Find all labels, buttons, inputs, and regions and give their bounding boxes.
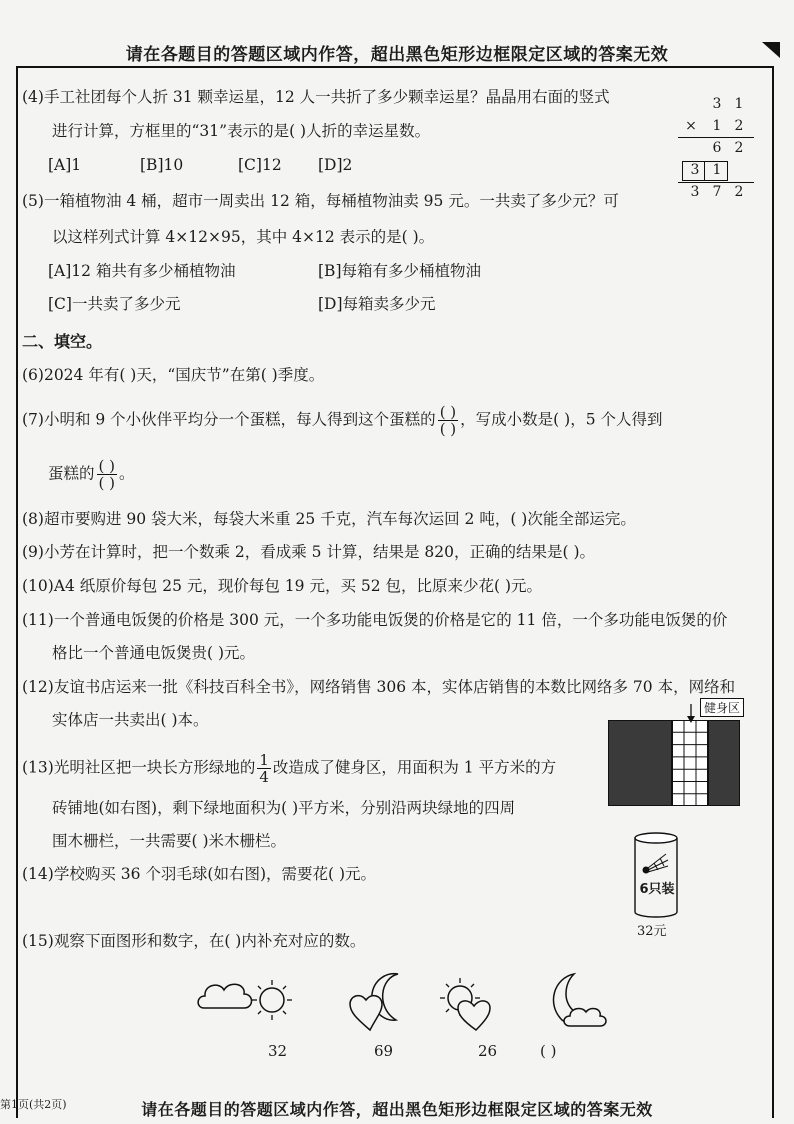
q7-text: (7)小明和 9 个小伙伴平均分一个蛋糕，每人得到这个蛋糕的 xyxy=(22,410,436,429)
fraction-denominator-blank: ( ) xyxy=(98,474,115,492)
fitness-zone-grid xyxy=(672,720,708,806)
calc-digit: 3 xyxy=(690,162,700,178)
corner-marker-icon xyxy=(760,40,782,60)
heart-moon-icon xyxy=(346,968,420,1034)
q5-option-c: [C]一共卖了多少元 xyxy=(48,295,181,313)
q4-line2: 进行计算，方框里的“31”表示的是( )人折的幸运星数。 xyxy=(52,122,431,140)
tube-price: 32元 xyxy=(637,924,667,939)
q14: (14)学校购买 36 个羽毛球(如右图)，需要花( )元。 xyxy=(22,865,377,883)
q7-line2 xyxy=(48,458,135,491)
calc-rule xyxy=(678,137,754,138)
calc-digit: 3 xyxy=(712,96,722,112)
calc-digit: 2 xyxy=(734,118,744,134)
q5-option-a: [A]12 箱共有多少桶植物油 xyxy=(48,262,236,280)
q7-fraction-blank xyxy=(438,404,458,437)
calc-rule xyxy=(678,182,754,183)
fitness-zone-label: 健身区 xyxy=(700,698,744,717)
green-area-right xyxy=(708,720,740,806)
fitness-zone-figure xyxy=(608,720,740,806)
q7-text: 蛋糕的 xyxy=(48,464,95,483)
calc-digit: 2 xyxy=(734,184,744,200)
q13-line2: 砖铺地(如右图)，剩下绿地面积为( )平方米，分别沿两块绿地的四周 xyxy=(52,799,516,817)
section-title-fill-blank: 二、填空。 xyxy=(22,332,103,351)
page-number: 第1页(共2页) xyxy=(0,1098,67,1111)
fraction-numerator-blank: ( ) xyxy=(98,457,115,475)
calc-digit: 3 xyxy=(690,184,700,200)
sequence-answer-blank: ( ) xyxy=(540,1042,557,1060)
q7-fraction-blank xyxy=(97,458,117,491)
moon-cloud-icon xyxy=(540,968,616,1034)
q11-line1: (11)一个普通电饭煲的价格是 300 元，一个多功能电饭煲的价格是它的 11 倍，一个多功能电饭煲的价 xyxy=(22,611,728,629)
q11-line2: 格比一个普通电饭煲贵( )元。 xyxy=(52,644,256,662)
q5-line2: 以这样列式计算 4×12×95，其中 4×12 表示的是( )。 xyxy=(52,228,435,246)
calc-operator: × xyxy=(685,118,697,134)
fraction-denominator-blank: ( ) xyxy=(439,420,457,438)
q12-line2: 实体店一共卖出( )本。 xyxy=(52,711,209,729)
fraction-numerator: 1 xyxy=(259,751,269,769)
q13-text: 改造成了健身区，用面积为 1 平方米的方 xyxy=(272,758,557,777)
q7-text: ，写成小数是( )，5 个人得到 xyxy=(460,410,663,429)
q12-line1: (12)友谊书店运来一批《科技百科全书》，网络销售 306 本，实体店销售的本数比网络多 70 本，网络和 xyxy=(22,678,736,696)
calc-digit: 7 xyxy=(712,184,722,200)
q9: (9)小芳在计算时，把一个数乘 2，看成乘 5 计算，结果是 820，正确的结果是( )。 xyxy=(22,543,595,561)
calc-digit: 1 xyxy=(712,118,722,134)
q5-option-d: [D]每箱卖多少元 xyxy=(318,295,436,313)
q10: (10)A4 纸原价每包 25 元，现价每包 19 元，买 52 包，比原来少花( )元。 xyxy=(22,577,543,595)
q8: (8)超市要购进 90 袋大米，每袋大米重 25 千克，汽车每次运回 2 吨，( )次能全部运完。 xyxy=(22,510,636,528)
q13-line1 xyxy=(22,752,556,785)
sequence-number: 69 xyxy=(374,1042,394,1060)
q15: (15)观察下面图形和数字，在( )内补充对应的数。 xyxy=(22,932,366,950)
q13-line3: 围木栅栏，一共需要( )米木栅栏。 xyxy=(52,832,287,850)
calc-digit: 1 xyxy=(712,162,722,178)
q13-fraction xyxy=(257,752,271,785)
fraction-denominator: 4 xyxy=(259,768,269,786)
vertical-calculation xyxy=(670,96,770,206)
label-pointer-arrow-icon xyxy=(684,702,698,724)
q7-text: 。 xyxy=(119,464,135,483)
q5-line1: (5)一箱植物油 4 桶，超市一周卖出 12 箱，每桶植物油卖 95 元。一共卖了多少元？可 xyxy=(22,192,619,210)
calc-digit: 6 xyxy=(712,140,722,156)
q4-option-c: [C]12 xyxy=(238,156,282,174)
green-area-left xyxy=(608,720,672,806)
calc-digit: 2 xyxy=(734,140,744,156)
q13-text: (13)光明社区把一块长方形绿地的 xyxy=(22,758,256,777)
shuttlecock-tube-icon xyxy=(632,830,680,920)
sequence-number: 26 xyxy=(478,1042,498,1060)
q4-option-a: [A]1 xyxy=(48,156,82,174)
q6: (6)2024 年有( )天，“国庆节”在第( )季度。 xyxy=(22,366,325,384)
page-footer: 请在各题目的答题区域内作答，超出黑色矩形边框限定区域的答案无效 xyxy=(141,1100,653,1119)
q4-option-d: [D]2 xyxy=(318,156,353,174)
cloud-sun-icon xyxy=(196,970,296,1032)
tube-label: 6只装 xyxy=(639,882,675,897)
sun-heart-icon xyxy=(432,970,508,1034)
q7-line1 xyxy=(22,404,662,437)
q4-line1: (4)手工社团每个人折 31 颗幸运星，12 人一共折了多少颗幸运星？晶晶用右面的竖式 xyxy=(22,88,610,106)
page-header: 请在各题目的答题区域内作答，超出黑色矩形边框限定区域的答案无效 xyxy=(125,45,669,65)
fraction-numerator-blank: ( ) xyxy=(439,403,457,421)
q4-option-b: [B]10 xyxy=(140,156,184,174)
q5-option-b: [B]每箱有多少桶植物油 xyxy=(318,262,481,280)
calc-box-divider xyxy=(704,161,705,181)
calc-digit: 1 xyxy=(734,96,744,112)
sequence-number: 32 xyxy=(268,1042,288,1060)
